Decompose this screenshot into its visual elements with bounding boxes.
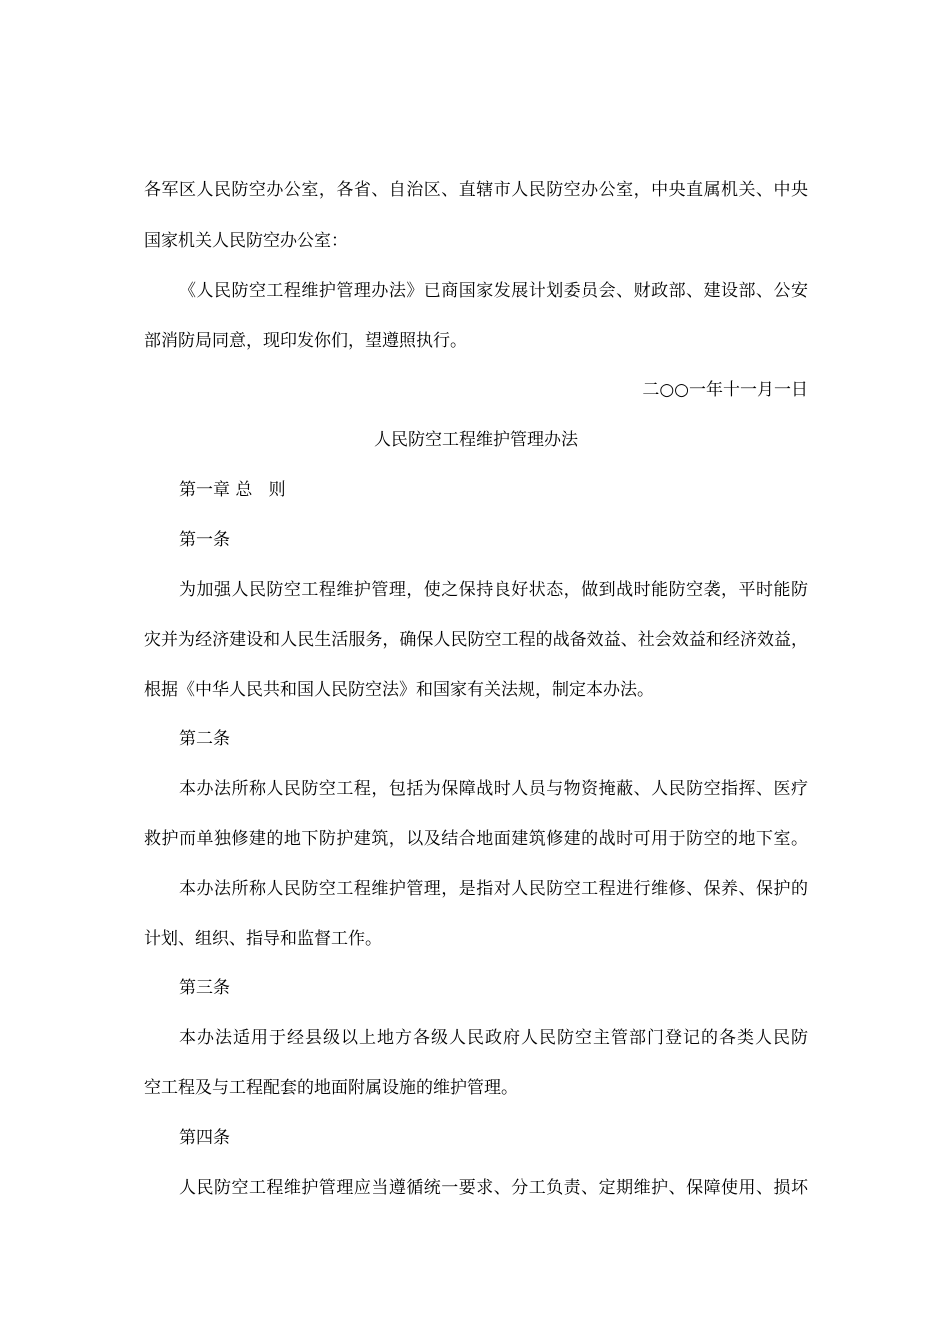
chapter-heading: 第一章 总 则 bbox=[179, 480, 286, 500]
article-2-para-2-line-1: 本办法所称人民防空工程维护管理，是指对人民防空工程进行维修、保养、保护的 bbox=[179, 879, 808, 899]
article-1-line-2: 灾并为经济建设和人民生活服务，确保人民防空工程的战备效益、社会效益和经济效益， bbox=[144, 630, 808, 650]
article-3-line-1: 本办法适用于经县级以上地方各级人民政府人民防空主管部门登记的各类人民防 bbox=[179, 1028, 808, 1048]
notice-body-line-1: 《人民防空工程维护管理办法》已商国家发展计划委员会、财政部、建设部、公安 bbox=[179, 281, 808, 301]
notice-body-line-2: 部消防局同意，现印发你们，望遵照执行。 bbox=[144, 331, 467, 351]
article-4-heading: 第四条 bbox=[179, 1128, 230, 1148]
article-4-line-1: 人民防空工程维护管理应当遵循统一要求、分工负责、定期维护、保障使用、损坏 bbox=[179, 1178, 808, 1198]
article-3-heading: 第三条 bbox=[179, 978, 230, 998]
addressee-line-1: 各军区人民防空办公室，各省、自治区、直辖市人民防空办公室，中央直属机关、中央 bbox=[144, 180, 808, 200]
article-1-line-3: 根据《中华人民共和国人民防空法》和国家有关法规，制定本办法。 bbox=[144, 680, 654, 700]
article-3-line-2: 空工程及与工程配套的地面附属设施的维护管理。 bbox=[144, 1078, 518, 1098]
article-2-para-1-line-2: 救护而单独修建的地下防护建筑，以及结合地面建筑修建的战时可用于防空的地下室。 bbox=[144, 829, 808, 849]
notice-date: 二○○一年十一月一日 bbox=[642, 380, 808, 400]
article-2-para-2-line-2: 计划、组织、指导和监督工作。 bbox=[144, 929, 382, 949]
article-1-line-1: 为加强人民防空工程维护管理，使之保持良好状态，做到战时能防空袭，平时能防 bbox=[179, 580, 808, 600]
article-2-para-1-line-1: 本办法所称人民防空工程，包括为保障战时人员与物资掩蔽、人民防空指挥、医疗 bbox=[179, 779, 808, 799]
addressee-line-2: 国家机关人民防空办公室： bbox=[144, 231, 348, 251]
article-2-heading: 第二条 bbox=[179, 729, 230, 749]
article-1-heading: 第一条 bbox=[179, 530, 230, 550]
regulation-title: 人民防空工程维护管理办法 bbox=[374, 430, 578, 450]
